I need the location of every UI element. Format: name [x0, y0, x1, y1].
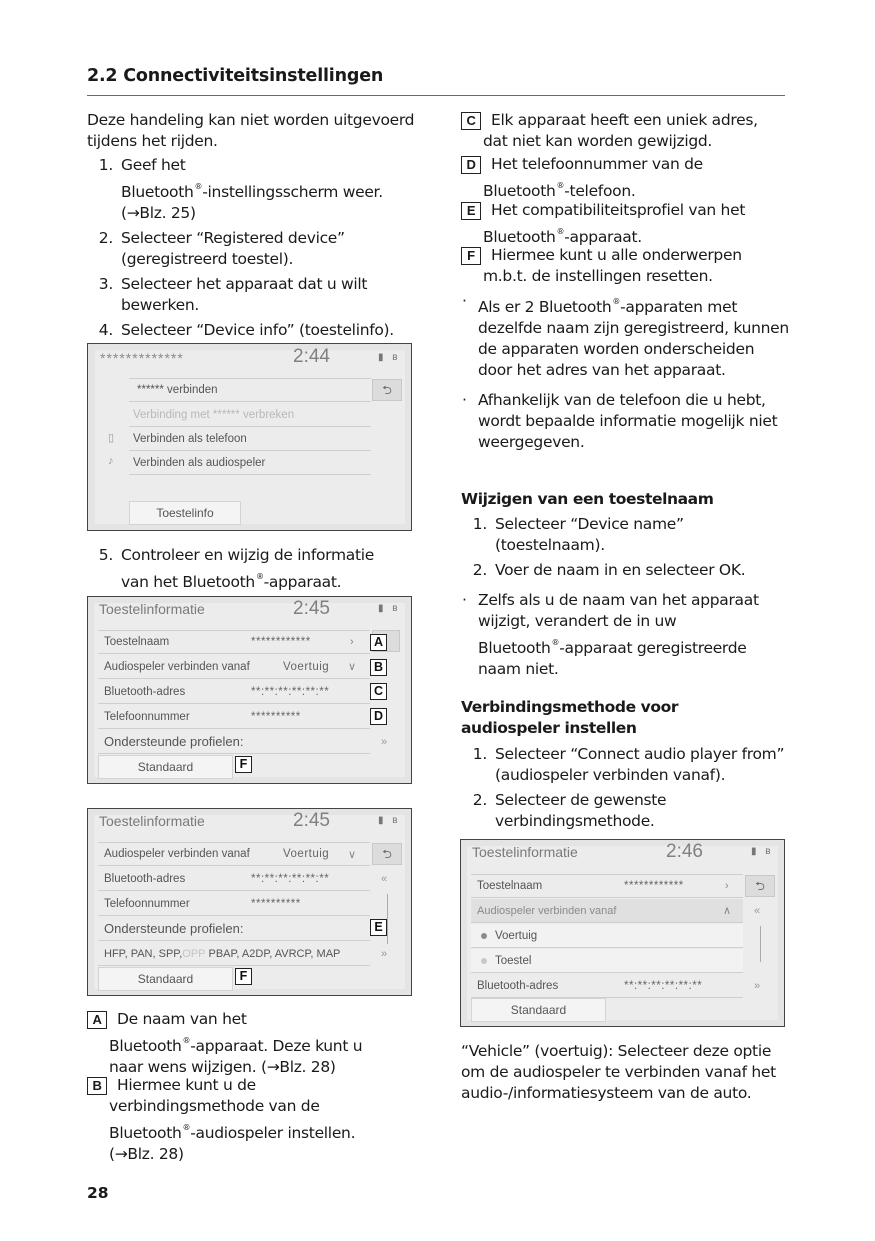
step-number: 2. [98, 229, 113, 247]
bullet-item: · Als er 2 Bluetooth®-apparaten met dezelfde naam zijn geregistreerd, kunnen de apparaten worden onderscheiden door het adres van het apparaat. [462, 292, 789, 379]
row-label: Verbinding met ****** verbreken [133, 408, 295, 421]
marker-a: A [87, 1011, 107, 1029]
row-value: Voertuig [283, 848, 330, 860]
step-text: Selecteer “Device name” (toestelnaam). [495, 515, 684, 554]
marker-e: E [461, 202, 481, 220]
step-text: van het Bluetooth [121, 573, 255, 591]
row-value: ************ [251, 636, 311, 648]
registered-mark: ® [182, 1036, 191, 1045]
step-number: 3. [98, 275, 113, 293]
step-text: Selecteer het apparaat dat u wilt bewerken. [121, 275, 368, 314]
screen-device-info-2 [87, 808, 412, 996]
bluetooth-icon: ʙ [765, 846, 774, 857]
marker-e: E [370, 919, 387, 936]
phone-number-row [98, 892, 370, 916]
marker-b: B [370, 659, 387, 676]
step-text: -apparaat. [263, 573, 342, 591]
callout-text: Bluetooth [483, 182, 556, 200]
page-number: 28 [87, 1184, 109, 1202]
step-1 [461, 744, 791, 786]
callout-text: Het telefoonnummer van de [491, 155, 703, 173]
screen-device-menu [87, 343, 412, 531]
marker-d: D [370, 708, 387, 725]
callout-f [461, 245, 791, 287]
connect-row[interactable] [129, 378, 371, 402]
callout-text: naar wens wijzigen. (→Blz. 28) [109, 1058, 336, 1076]
marker-c: C [370, 683, 387, 700]
clock: 2:46 [666, 841, 703, 862]
step-1 [461, 514, 791, 556]
battery-icon: ▮ [751, 846, 760, 857]
step-text: Controleer en wijzig de informatie [121, 546, 374, 564]
scrollbar[interactable] [387, 894, 388, 944]
bluetooth-address-row [98, 867, 370, 891]
callout-text: verbindingsmethode van de [109, 1097, 320, 1115]
battery-icon: ▮ [378, 603, 387, 614]
row-label: Telefoonnummer [104, 897, 190, 910]
device-info-button[interactable]: Toestelinfo [129, 501, 241, 525]
callout-text: Het compatibiliteitsprofiel van het [491, 201, 746, 219]
marker-f: F [461, 247, 481, 265]
option-label: Toestel [495, 954, 532, 967]
row-label: Bluetooth-adres [104, 872, 186, 885]
scroll-up-icon[interactable]: « [754, 905, 761, 917]
chevron-right-icon: › [350, 636, 354, 648]
bullet-item: · Zelfs als u de naam van het apparaat wijzigt, verandert de in uw Bluetooth®-apparaat geregistreerde naam niet. [462, 591, 759, 678]
option-vehicle[interactable] [471, 924, 743, 948]
callout-text: Hiermee kunt u alle onderwerpen [491, 246, 742, 264]
step-3 [87, 274, 427, 316]
option-device[interactable] [471, 949, 743, 973]
screen-device-info-1 [87, 596, 412, 784]
battery-icon: ▮ [378, 352, 387, 363]
battery-icon: ▮ [378, 815, 387, 826]
step-text: Selecteer “Registered device” (geregistreerd toestel). [121, 229, 345, 268]
screen-title: Toestelinformatie [99, 813, 205, 829]
row-label: Bluetooth-adres [477, 979, 559, 992]
bluetooth-address-row [471, 974, 743, 998]
marker-a: A [370, 634, 387, 651]
connect-method-steps [461, 744, 791, 832]
bluetooth-icon: ʙ [392, 352, 401, 363]
vehicle-note: “Vehicle” (voertuig): Selecteer deze optie om de audiospeler te verbinden vanaf het audio-/informatiesysteem van de auto. [461, 1042, 776, 1102]
step-text: Bluetooth [121, 183, 194, 201]
callout-text: -apparaat. Deze kunt u [190, 1037, 363, 1055]
status-icons [751, 846, 774, 857]
connect-as-phone-row[interactable] [129, 427, 371, 451]
connect-method-heading: Verbindingsmethode voor audiospeler instellen [461, 698, 679, 737]
option-label: Voertuig [495, 929, 538, 942]
registered-mark: ® [551, 638, 560, 647]
disconnect-row [129, 403, 371, 427]
step-number: 2. [472, 791, 487, 809]
intro-text: Deze handeling kan niet worden uitgevoerd tijdens het rijden. [87, 111, 415, 150]
marker-c: C [461, 112, 481, 130]
back-arrow-icon: ⮌ [755, 879, 765, 893]
step-text: -instellingsscherm weer. [202, 183, 383, 201]
connect-as-audio-row[interactable] [129, 451, 371, 475]
step-number: 1. [472, 745, 487, 763]
profiles-text: PBAP, A2DP, AVRCP, MAP [208, 947, 341, 960]
status-icons [378, 352, 401, 363]
registered-mark: ® [612, 297, 621, 306]
marker-d: D [461, 156, 481, 174]
step-1 [87, 155, 427, 224]
step-text: Geef het [121, 156, 186, 174]
audio-connect-from-row[interactable] [98, 655, 370, 679]
scrollbar[interactable] [760, 926, 761, 962]
default-button[interactable]: Standaard [98, 755, 233, 779]
callout-c [461, 110, 791, 152]
step-number: 1. [98, 156, 113, 174]
step-number: 1. [472, 515, 487, 533]
row-label: Audiospeler verbinden vanaf [104, 848, 250, 860]
row-value: ********** [251, 897, 301, 910]
callout-text: dat niet kan worden gewijzigd. [483, 132, 713, 150]
bluetooth-icon: ʙ [392, 815, 401, 826]
callout-text: De naam van het [117, 1010, 247, 1028]
step-text: Selecteer “Connect audio player from” (audiospeler verbinden vanaf). [495, 745, 785, 784]
marker-b: B [87, 1077, 107, 1095]
callout-b [87, 1075, 427, 1165]
callout-text: Bluetooth [109, 1124, 182, 1142]
screen-title: Toestelinformatie [472, 844, 578, 860]
back-button[interactable] [745, 875, 775, 897]
profiles-text: HFP, PAN, SPP, [104, 947, 183, 960]
phone-number-row [98, 705, 370, 729]
screen-device-info-3 [460, 839, 785, 1027]
status-icons [378, 815, 401, 826]
scroll-up-icon[interactable]: « [381, 873, 388, 885]
chevron-down-icon: ∨ [348, 661, 357, 673]
marker-f: F [235, 756, 252, 773]
page-reference: (→Blz. 28) [109, 1145, 184, 1163]
supported-profiles-row [98, 917, 370, 941]
step-text: Voer de naam in en selecteer OK. [495, 561, 746, 579]
row-label: ****** verbinden [137, 384, 218, 396]
step-text: Selecteer “Device info” (toestelinfo). [121, 321, 394, 339]
audio-connect-from-row-expanded[interactable] [471, 899, 743, 923]
clock: 2:44 [293, 346, 330, 367]
callout-text: Hiermee kunt u de [117, 1076, 256, 1094]
step-5 [87, 545, 427, 593]
supported-profiles-row [98, 730, 370, 754]
row-value: ************ [624, 880, 684, 892]
audio-connect-from-row[interactable] [98, 842, 370, 866]
marker-f: F [235, 968, 252, 985]
step-number: 2. [472, 561, 487, 579]
bluetooth-address-row [98, 680, 370, 704]
row-value: **:**:**:**:**:** [251, 872, 330, 885]
back-button[interactable] [372, 843, 402, 865]
row-label: Telefoonnummer [104, 710, 190, 723]
bullet-text: Als er 2 Bluetooth [478, 298, 612, 316]
registered-mark: ® [556, 227, 565, 236]
bullet-text: -apparaat geregistreerde [559, 639, 747, 657]
callout-a [87, 1009, 427, 1078]
row-label: Toestelnaam [104, 636, 170, 648]
callout-text: Bluetooth [109, 1037, 182, 1055]
bullet-text: Zelfs als u de naam van het apparaat [478, 591, 759, 609]
back-arrow-icon: ⮌ [382, 383, 392, 397]
section-divider [87, 95, 785, 96]
row-label: Ondersteunde profielen: [104, 734, 244, 749]
scroll-down-icon[interactable]: » [381, 736, 388, 748]
row-label: Toestelnaam [477, 880, 543, 892]
radio-unselected-icon [481, 958, 487, 964]
registered-mark: ® [194, 182, 203, 191]
callout-text: Elk apparaat heeft een uniek adres, [491, 111, 758, 129]
bullet-text: wijzigt, verandert de in uw [478, 612, 677, 630]
rename-heading: Wijzigen van een toestelnaam [461, 490, 714, 508]
chevron-right-icon: › [725, 880, 729, 892]
chevron-up-icon: ∧ [723, 905, 732, 917]
row-value: ********** [251, 710, 301, 723]
row-value: **:**:**:**:**:** [251, 685, 330, 698]
radio-selected-icon [481, 933, 487, 939]
bullet-text: Bluetooth [478, 639, 551, 657]
callout-text: -apparaat. [564, 228, 642, 246]
bullet-text: naam niet. [478, 660, 559, 678]
step-2 [87, 228, 427, 270]
step-2 [461, 790, 791, 832]
section-title: 2.2 Connectiviteitsinstellingen [87, 66, 384, 86]
step-number: 4. [98, 321, 113, 339]
row-label: Audiospeler verbinden vanaf [477, 904, 617, 917]
default-button[interactable]: Standaard [471, 998, 606, 1022]
bluetooth-icon: ʙ [392, 603, 401, 614]
row-value: Voertuig [283, 660, 330, 673]
back-button[interactable] [372, 379, 402, 401]
screen-title: ************* [100, 350, 184, 366]
step-text: Selecteer de gewenste verbindingsmethode. [495, 791, 667, 830]
step-number: 5. [98, 546, 113, 564]
callout-e [461, 200, 791, 248]
callout-text: -telefoon. [564, 182, 636, 200]
screen-title: Toestelinformatie [99, 601, 205, 617]
row-value: **:**:**:**:**:** [624, 979, 703, 992]
registered-mark: ® [255, 572, 264, 581]
row-label: Bluetooth-adres [104, 685, 186, 698]
music-note-icon: ♪ [108, 455, 114, 467]
bullet-text: Afhankelijk van de telefoon die u hebt, wordt bepaalde informatie mogelijk niet weergegeven. [478, 391, 778, 451]
callout-text: Bluetooth [483, 228, 556, 246]
scroll-down-icon[interactable]: » [754, 980, 761, 992]
back-arrow-icon: ⮌ [382, 847, 392, 861]
clock: 2:45 [293, 810, 330, 831]
steps-list [87, 155, 427, 341]
device-name-row[interactable] [471, 874, 743, 898]
row-label: Ondersteunde profielen: [104, 921, 244, 936]
callout-text: m.b.t. de instellingen resetten. [483, 267, 713, 285]
row-label: Verbinden als telefoon [133, 432, 247, 445]
scroll-down-icon[interactable]: » [381, 948, 388, 960]
callout-text: -audiospeler instellen. [190, 1124, 356, 1142]
clock: 2:45 [293, 598, 330, 619]
device-name-row[interactable] [98, 630, 370, 654]
bullet-item: · Afhankelijk van de telefoon die u hebt, wordt bepaalde informatie mogelijk niet weergegeven. [461, 390, 791, 453]
rename-steps [461, 514, 791, 680]
profiles-text-dimmed: OPP [182, 947, 206, 960]
registered-mark: ® [182, 1123, 191, 1132]
row-label: Audiospeler verbinden vanaf [104, 660, 250, 673]
phone-icon: ▯ [108, 432, 115, 444]
registered-mark: ® [556, 181, 565, 190]
row-label: Verbinden als audiospeler [133, 456, 266, 469]
default-button[interactable]: Standaard [98, 967, 233, 991]
step-4 [87, 320, 427, 341]
status-icons [378, 603, 401, 614]
chevron-down-icon: ∨ [348, 848, 357, 861]
step-2 [461, 560, 791, 581]
callout-d [461, 154, 791, 202]
bullet-text: -apparaten met dezelfde naam zijn geregistreerd, kunnen de apparaten worden onderscheiden door het adres van het apparaat. [478, 298, 789, 379]
page-reference: (→Blz. 25) [121, 204, 196, 222]
note-bullets [461, 291, 791, 453]
profiles-list-row [98, 942, 370, 966]
